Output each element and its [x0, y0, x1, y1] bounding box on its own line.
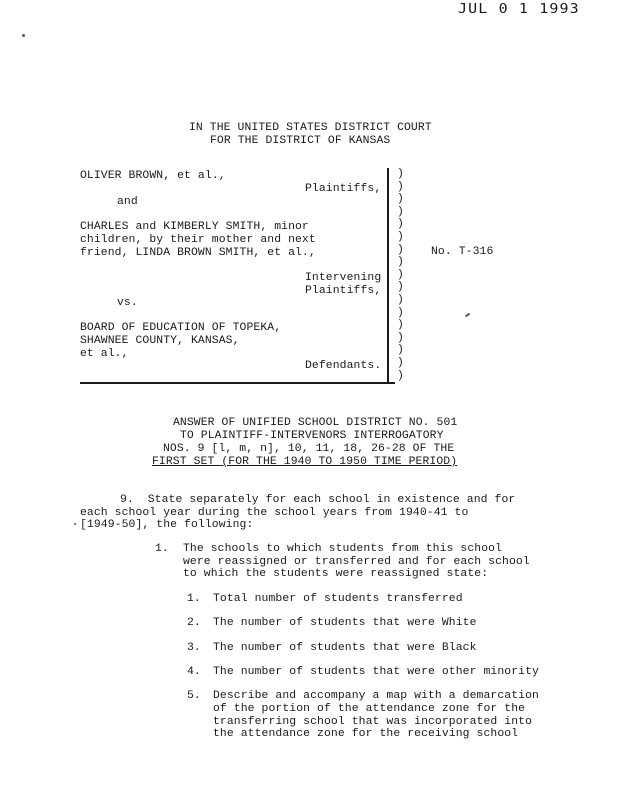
- subitem-text: The number of students that were Black: [213, 642, 477, 654]
- caption-bottom-rule: [80, 382, 395, 384]
- question-text: each school year during the school years from 1940-41 to: [80, 507, 469, 519]
- versus-text: vs.: [117, 297, 138, 309]
- item-text: were reassigned or transferred and for each school: [183, 556, 530, 568]
- subitem-text: transferring school that was incorporated into: [213, 716, 533, 728]
- plaintiffs-label: Plaintiffs,: [305, 183, 382, 195]
- document-title: TO PLAINTIFF-INTERVENORS INTERROGATORY: [180, 430, 444, 442]
- subitem-text: of the portion of the attendance zone for the: [213, 703, 526, 715]
- stray-mark: [74, 523, 76, 525]
- item-text: The schools to which students from this school: [183, 543, 503, 555]
- court-district: FOR THE DISTRICT OF KANSAS: [210, 135, 391, 147]
- court-name: IN THE UNITED STATES DISTRICT COURT: [189, 122, 432, 134]
- subitem-text: Describe and accompany a map with a demarcation: [213, 690, 539, 702]
- subitem-text: The number of students that were other minority: [213, 666, 539, 678]
- subitem-number: 2.: [187, 617, 201, 629]
- stray-mark: [465, 313, 470, 317]
- question-text: 9. State separately for each school in existence and for: [120, 494, 516, 506]
- intervening-label: Intervening: [305, 272, 382, 284]
- intervenor-line: CHARLES and KIMBERLY SMITH, minor: [80, 221, 309, 233]
- defendant-line: SHAWNEE COUNTY, KANSAS,: [80, 335, 240, 347]
- document-title: NOS. 9 [l, m, n], 10, 11, 18, 26-28 OF THE: [163, 443, 455, 455]
- item-number: 1.: [155, 543, 169, 555]
- caption-vertical-rule: [387, 168, 389, 382]
- stray-mark: [22, 34, 25, 37]
- defendant-line: et al.,: [80, 348, 129, 360]
- subitem-text: The number of students that were White: [213, 617, 477, 629]
- case-number: No. T-316: [431, 246, 494, 258]
- plaintiff-name: OLIVER BROWN, et al.,: [80, 170, 226, 182]
- subitem-number: 3.: [187, 642, 201, 654]
- intervening-label: Plaintiffs,: [305, 285, 382, 297]
- question-text: [1949-50], the following:: [80, 519, 254, 531]
- defendant-line: BOARD OF EDUCATION OF TOPEKA,: [80, 322, 282, 334]
- subitem-number: 1.: [187, 593, 201, 605]
- received-date-stamp: JUL 0 1 1993: [458, 2, 580, 17]
- subitem-number: 5.: [187, 690, 201, 702]
- intervenor-line: children, by their mother and next: [80, 234, 316, 246]
- defendants-label: Defendants.: [305, 360, 382, 372]
- subitem-text: Total number of students transferred: [213, 593, 463, 605]
- subitem-text: the attendance zone for the receiving school: [213, 728, 519, 740]
- item-text: to which the students were reassigned state:: [183, 568, 489, 580]
- and-text: and: [117, 196, 138, 208]
- subitem-number: 4.: [187, 666, 201, 678]
- document-title-underlined: FIRST SET (FOR THE 1940 TO 1950 TIME PERIOD): [152, 456, 458, 468]
- intervenor-line: friend, LINDA BROWN SMITH, et al.,: [80, 247, 316, 259]
- document-title: ANSWER OF UNIFIED SCHOOL DISTRICT NO. 501: [173, 417, 458, 429]
- caption-parentheses: ) ) ) ) ) ) ) ) ) ) ) ) ) ) ) ) ): [397, 168, 404, 382]
